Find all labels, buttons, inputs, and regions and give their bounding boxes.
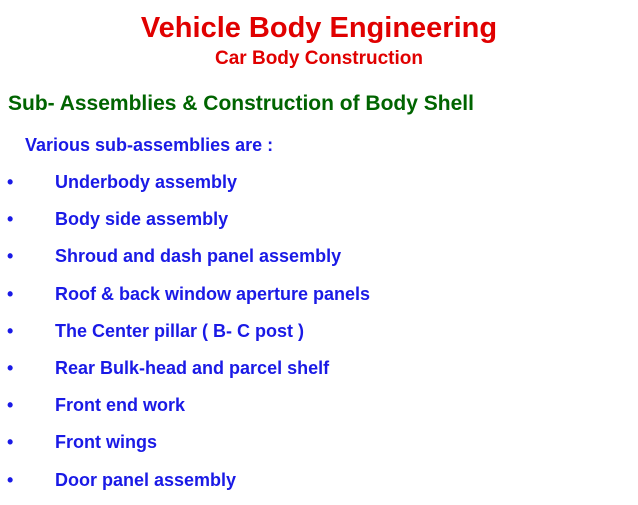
list-item (0, 468, 638, 505)
bullet-icon: • (7, 172, 14, 192)
list-item (0, 207, 638, 244)
list-item-text: Rear Bulk-head and parcel shelf (55, 357, 330, 378)
bullet-icon: • (7, 469, 14, 490)
list-item-text: Underbody assembly (55, 172, 238, 192)
bullet-icon: • (7, 357, 14, 378)
list-item (0, 356, 638, 393)
list-item (0, 319, 638, 356)
bullet-icon: • (7, 283, 14, 304)
sub-assembly-list (0, 170, 638, 505)
list-item-text: Front end work (55, 395, 185, 416)
bullet-icon: • (7, 246, 14, 267)
list-item-text: The Center pillar ( B- C post ) (55, 320, 305, 341)
list-item-text: Door panel assembly (55, 469, 237, 490)
list-item (0, 282, 638, 319)
list-item-text: Roof & back window aperture panels (55, 283, 371, 304)
slide-subtitle: Car Body Construction (215, 48, 423, 69)
section-heading: Sub- Assemblies & Construction of Body Shell (8, 92, 474, 115)
bullet-icon: • (7, 432, 14, 453)
list-item (0, 244, 638, 281)
slide-title: Vehicle Body Engineering (140, 12, 498, 44)
list-item-text: Front wings (55, 432, 157, 453)
bullet-icon: • (7, 320, 14, 341)
list-item-text: Body side assembly (55, 209, 229, 230)
list-item-text: Shroud and dash panel assembly (55, 246, 342, 267)
list-item (0, 170, 638, 207)
bullet-icon: • (7, 395, 14, 416)
intro-text: Various sub-assemblies are : (25, 135, 274, 155)
list-item (0, 393, 638, 430)
list-item (0, 430, 638, 467)
bullet-icon: • (7, 209, 14, 230)
